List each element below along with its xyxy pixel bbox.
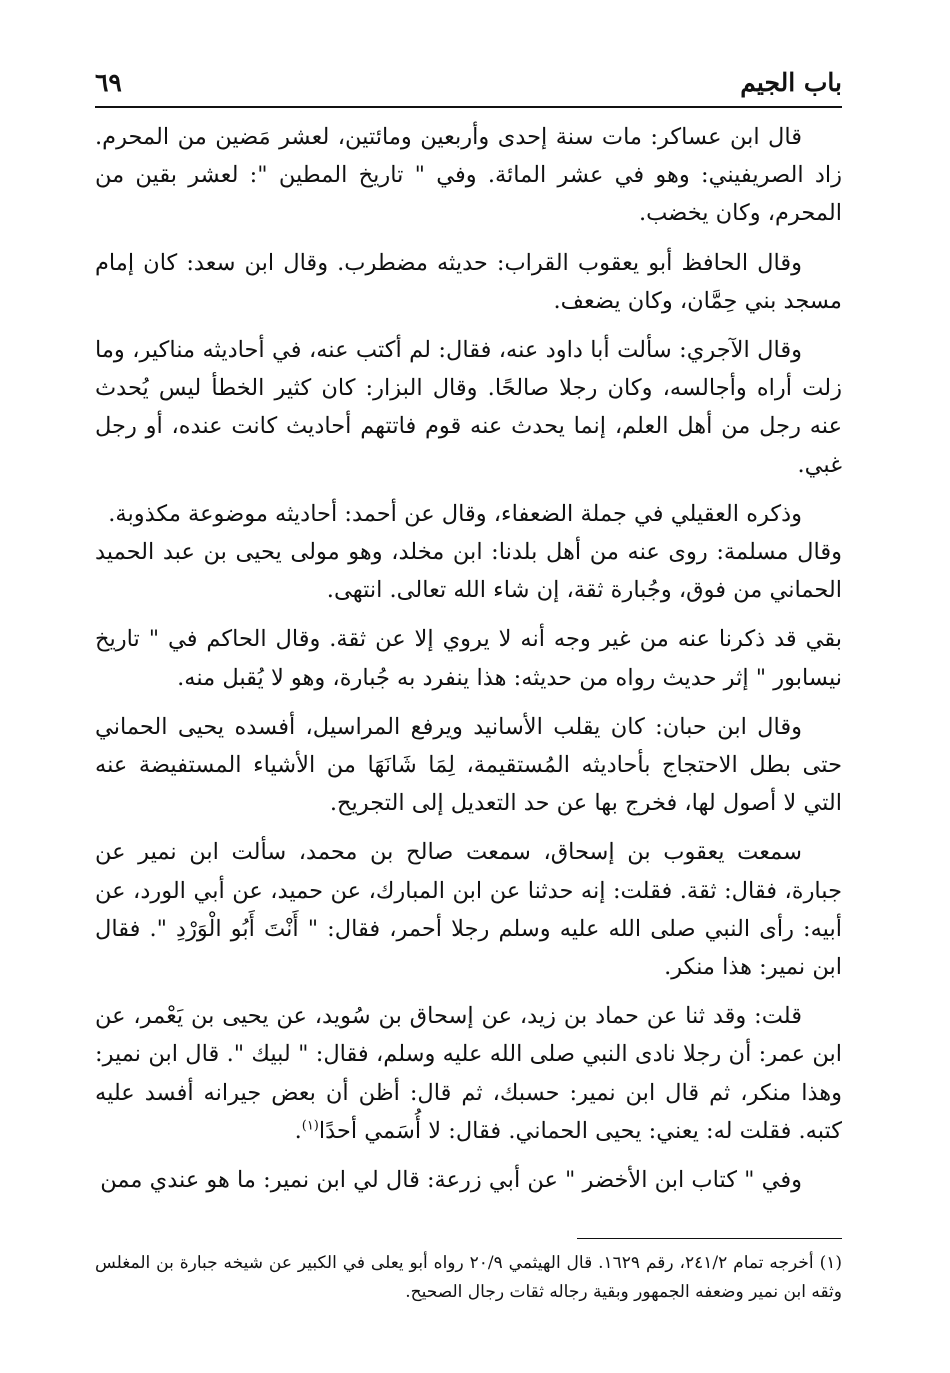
footnote-number: (١) — [819, 1253, 842, 1273]
paragraph-10: وفي " كتاب ابن الأخضر " عن أبي زرعة: قال لي ابن نمير: ما هو عندي ممن — [100, 1167, 802, 1194]
paragraph-1: قال ابن عساكر: مات سنة إحدى وأربعين ومائتين، لعشر مَضين من المحرم. زاد الصريفيني: وهو في عشر المائة. وفي " تاريخ المطين ": لعشر بقين من المحرم، وكان يخضب. — [95, 124, 842, 227]
footnote-rule — [577, 1238, 842, 1239]
paragraph-3: وقال الآجري: سألت أبا داود عنه، فقال: لم أكتب عنه، في أحاديثه مناكير، وما زلت أراه وأجالسه، وكان رجلا صالحًا. وقال البزار: كان كثير الخطأ ليس يُحدث عنه رجل من أهل العلم، إنما يحدث عنه قوم فاتتهم أحاديث كانت عنده، أو رجل غبي. — [95, 337, 842, 478]
paragraph-4: وذكره العقيلي في جملة الضعفاء، وقال عن أحمد: أحاديثه موضوعة مكذوبة. — [108, 500, 802, 527]
page-number: ٦٩ — [95, 68, 122, 97]
footnote-marker: (١) — [301, 1118, 319, 1134]
paragraph-2: وقال الحافظ أبو يعقوب القراب: حديثه مضطرب. وقال ابن سعد: كان إمام مسجد بني حِمَّان، وكان يضعف. — [95, 249, 842, 314]
header-rule — [95, 106, 842, 108]
paragraph-7: وقال ابن حبان: كان يقلب الأسانيد ويرفع المراسيل، أفسده يحيى الحماني حتى بطل الاحتجاج بأحاديثه المُستقيمة، لِمَا شَانَهَا من الأشياء المستفيضة عنه التي لا أصول لها، فخرج بها عن حد التعديل إلى التجريح. — [95, 713, 842, 817]
paragraph-5: وقال مسلمة: روى عنه من أهل بلدنا: ابن مخلد، وهو مولى يحيى بن عبد الحميد الحماني من فوق، وجُبارة ثقة، إن شاء الله تعالى. انتهى. — [95, 539, 842, 604]
page-header — [95, 64, 842, 108]
chapter-title: باب الجيم — [740, 68, 842, 97]
footnote-text: أخرجه تمام ٢٤١/٢، رقم ١٦٢٩. قال الهيثمي ٢٠/٩ رواه أبو يعلى في الكبير عن شيخه جبارة بن المغلس وثقه ابن نمير وضعفه الجمهور وبقية رجاله ثقات رجال الصحيح. — [95, 1253, 842, 1302]
paragraph-8: سمعت يعقوب بن إسحاق، سمعت صالح بن محمد، سألت ابن نمير عن جبارة، فقال: ثقة. فقلت: إنه حدثنا عن ابن المبارك، عن حميد، عن أبي الورد، عن أبيه: رأى النبي صلى الله عليه وسلم رجلا أحمر، فقال: " أَنْتَ أَبُو الْوَرْدِ ". فقال ابن نمير: هذا منكر. — [95, 839, 842, 981]
paragraph-9: قلت: وقد ثنا عن حماد بن زيد، عن إسحاق بن سُويد، عن يحيى بن يَعْمر، عن ابن عمر: أن رجلا نادى النبي صلى الله عليه وسلم، فقال: " لبيك ". قال ابن نمير: وهذا منكر، ثم قال ابن نمير: حسبك، ثم قال: أظن أن بعض جيرانه أفسد عليه كتبه. فقلت له: يعني: يحيى الحماني. فقال: لا أُسَمي أحدًا$^{(١)}$. — [95, 1003, 842, 1144]
paragraph-6: بقي قد ذكرنا عنه من غير وجه أنه لا يروي إلا عن ثقة. وقال الحاكم في " تاريخ نيسابور " إثر حديث رواه من حديثه: هذا ينفرد به جُبارة، وهو لا يُقبل منه. — [95, 626, 842, 691]
paragraph-9-text: قلت: وقد ثنا عن حماد بن زيد، عن إسحاق بن سُويد، عن يحيى بن يَعْمر، عن ابن عمر: أن رجلا نادى النبي صلى الله عليه وسلم، فقال: " لبيك ". قال ابن نمير: وهذا منكر، ثم قال ابن نمير: حسبك، ثم قال: أظن أن بعض جيرانه أفسد عليه كتبه. فقلت له: يعني: يحيى الحماني. فقال: لا أُسَمي أحدًا — [95, 1003, 842, 1144]
footnote — [95, 1249, 842, 1307]
main-text — [95, 118, 842, 1210]
